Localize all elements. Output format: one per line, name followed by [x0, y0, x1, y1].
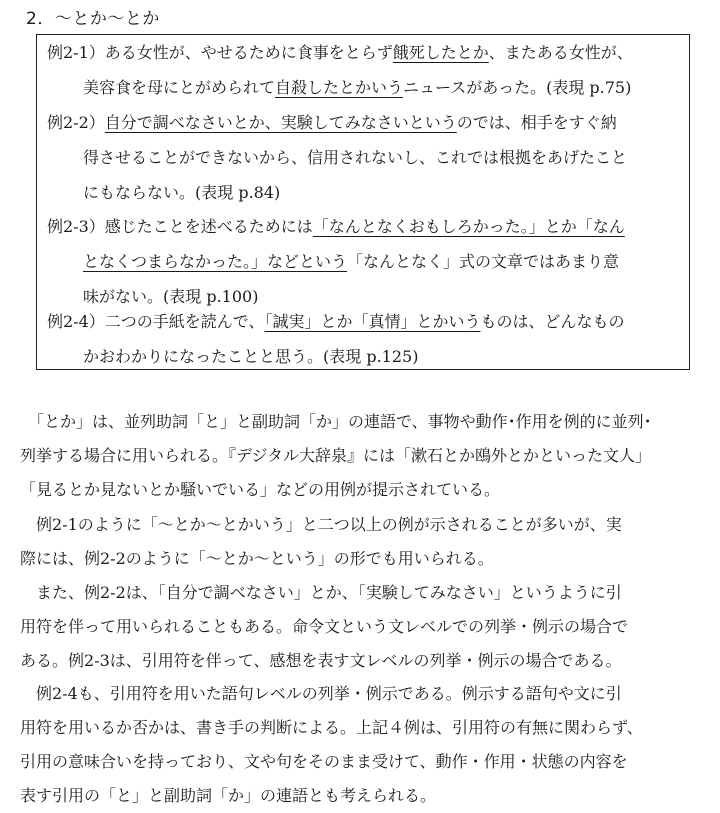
example-line [47, 244, 683, 279]
example-line [47, 209, 683, 244]
underlined-phrase: 餓死したとか [392, 43, 489, 62]
example-line [47, 140, 683, 175]
example-2-1 [47, 35, 683, 105]
example-2-3 [47, 209, 683, 314]
paragraph-line: 表す引用の「と」と副助詞「か」の連語とも考えられる。 [20, 786, 437, 805]
underlined-phrase: 「誠実」とか「真情」とかいう [264, 312, 481, 331]
example-text: にもならない。(表現 p.84) [83, 183, 281, 202]
paragraph-line: 列挙する場合に用いられる。『デジタル大辞泉』には「漱石とか鴎外とかといった文人」 [20, 446, 652, 465]
example-text: 例2-3）感じたことを述べるためには [47, 217, 313, 236]
example-line [47, 175, 683, 210]
paragraph-line: また、例2-2は、「自分で調べなさい」とか、「実験してみなさい」というように引 [20, 583, 622, 602]
paragraph-line: 引用の意味合いを持っており、文や句をそのまま受けて、動作・作用・状態の内容を [20, 752, 628, 771]
underlined-phrase: 自分で調べなさいとか、実験してみなさいという [104, 113, 457, 132]
underlined-phrase: となくつまらなかった。」などという [83, 252, 348, 271]
example-line [47, 304, 683, 339]
example-2-2 [47, 105, 683, 210]
example-text: 美容食を母にとがめられて [83, 78, 276, 97]
example-text: 例2-4）二つの手紙を読んで、 [47, 312, 265, 331]
example-line [47, 35, 683, 70]
paragraph-line: 際には、例2-2のように「～とか～という」の形でも用いられる。 [20, 549, 494, 568]
paragraph-line: ある。例2-3は、引用符を伴って、感想を表す文レベルの列挙・例示の場合である。 [20, 651, 622, 670]
example-text: かおわかりになったことと思う。(表現 p.125) [83, 347, 419, 366]
example-text: 例2-2） [47, 113, 105, 132]
example-text: 得させることができないから、信用されないし、これでは根拠をあげたこと [83, 148, 628, 167]
underlined-phrase: 「なんとなくおもしろかった。」とか「なん [312, 217, 625, 236]
example-text: ものは、どんなもの [480, 312, 625, 331]
paragraph-1 [20, 405, 702, 507]
paragraph-line: 「見るとか見ないとか騒いでいる」などの用例が提示されている。 [20, 480, 501, 499]
example-text: ニュースがあった。(表現 p.75) [403, 78, 632, 97]
example-line [47, 70, 683, 105]
example-text: 味がない。(表現 p.100) [83, 287, 259, 306]
section-heading: 2．～とか～とか [26, 9, 160, 29]
paragraph-line: 用符を用いるか否かは、書き手の判断による。上記４例は、引用符の有無に関わらず、 [20, 718, 643, 737]
example-box [36, 34, 690, 370]
paragraph-line: 例2-4も、引用符を用いた語句レベルの列挙・例示である。例示する語句や文に引 [20, 684, 622, 703]
underlined-phrase: 自殺したとかいう [275, 78, 404, 97]
example-2-4 [47, 304, 683, 374]
example-text: 「なんとなく」式の文章ではあまり意 [347, 252, 620, 271]
example-text: のでは、相手をすぐ納 [456, 113, 617, 132]
paragraph-line: 例2-1のように「～とか～とかいう」と二つ以上の例が示されることが多いが、実 [20, 515, 622, 534]
paragraph-2 [20, 508, 702, 576]
example-text: 例2-1）ある女性が、やせるために食事をとらず [47, 43, 393, 62]
example-line [47, 105, 683, 140]
example-text: 、またある女性が、 [488, 43, 633, 62]
example-line [47, 339, 683, 374]
paragraph-3 [20, 576, 702, 678]
paragraph-4 [20, 677, 702, 813]
paragraph-line: 「とか」は、並列助詞「と」と副助詞「か」の連語で、事物や動作･作用を例的に並列･ [20, 412, 652, 431]
paragraph-line: 用符を伴って用いられることもある。命令文という文レベルでの列挙・例示の場合で [20, 617, 629, 636]
